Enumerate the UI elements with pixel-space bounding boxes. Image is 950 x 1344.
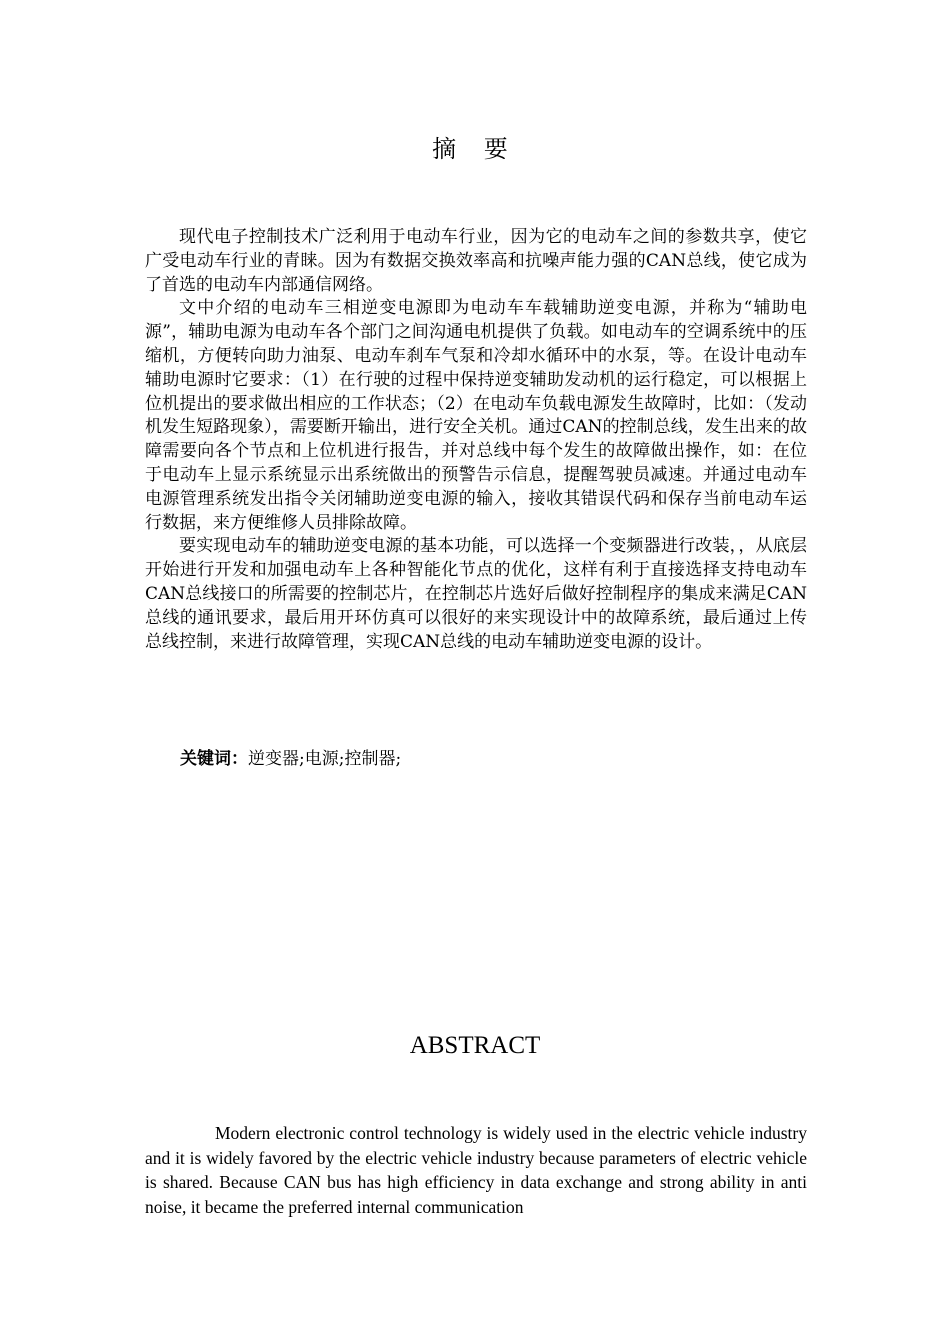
- chinese-abstract-paragraph-2: 文中介绍的电动车三相逆变电源即为电动车车载辅助逆变电源，并称为“辅助电源”，辅助电源为电动车各个部门之间沟通电机提供了负载。如电动车的空调系统中的压缩机，方便转向助力油泵、电动车刹车气泵和冷却水循环中的水泵，等。在设计电动车辅助电源时它要求：（1）在行驶的过程中保持逆变辅助发动机的运行稳定，可以根据上位机提出的要求做出相应的工作状态；（2）在电动车负载电源发生故障时，比如：（发动机发生短路现象），需要断开输出，进行安全关机。通过CAN的控制总线，发生出来的故障需要向各个节点和上位机进行报告，并对总线中每个发生的故障做出操作，如：在位于电动车上显示系统显示出系统做出的预警告示信息，提醒驾驶员减速。并通过电动车电源管理系统发出指令关闭辅助逆变电源的输入，接收其错误代码和保存当前电动车运行数据，来方便维修人员排除故障。: [145, 298, 807, 533]
- english-abstract-body: [145, 1121, 807, 1219]
- keywords-label: 关键词：: [180, 749, 248, 769]
- keywords-value: 逆变器;电源;控制器;: [248, 749, 402, 769]
- english-abstract-paragraph-1: Modern electronic control technology is widely used in the electric vehicle industry and it is widely favored by the electric vehicle industry because parameters of electric vehicle is shared. Because CAN bus has high efficiency in data exchange and strong ability in anti noise, it became the preferred internal communication: [145, 1123, 807, 1217]
- chinese-abstract-paragraph-3: 要实现电动车的辅助逆变电源的基本功能，可以选择一个变频器进行改装，，从底层开始进行开发和加强电动车上各种智能化节点的优化，这样有利于直接选择支持电动车CAN总线接口的所需要的控制芯片，在控制芯片选好后做好控制程序的集成来满足CAN总线的通讯要求，最后用开环仿真可以很好的来实现设计中的故障系统，最后通过上传总线控制，来进行故障管理，实现CAN总线的电动车辅助逆变电源的设计。: [145, 536, 807, 652]
- keywords-line: [180, 747, 780, 771]
- chinese-abstract-title: 摘 要: [432, 135, 518, 163]
- chinese-abstract-paragraph-1: 现代电子控制技术广泛利用于电动车行业，因为它的电动车之间的参数共享，使它广受电动车行业的青睐。因为有数据交换效率高和抗噪声能力强的CAN总线，使它成为了首选的电动车内部通信网络。: [145, 227, 807, 295]
- english-abstract-title: ABSTRACT: [409, 1032, 541, 1059]
- chinese-abstract-body: [145, 226, 807, 654]
